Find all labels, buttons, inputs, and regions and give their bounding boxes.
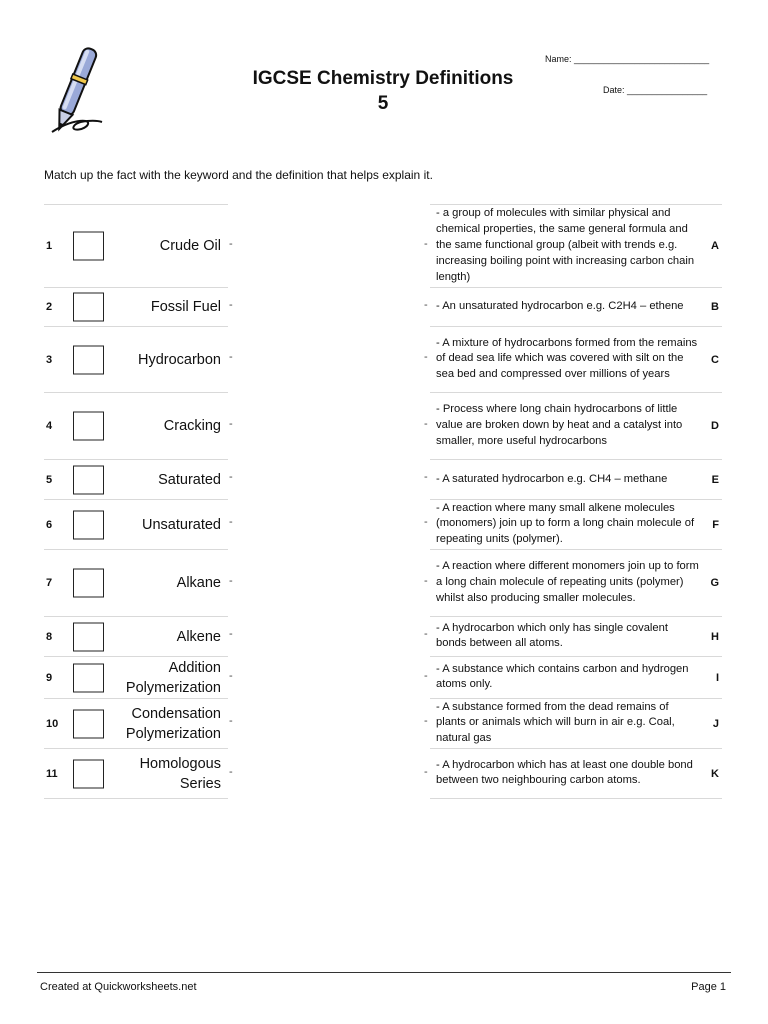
answer-box[interactable] bbox=[73, 412, 104, 441]
definition-text: - A saturated hydrocarbon e.g. CH4 – methane bbox=[436, 472, 668, 485]
definition-text: - A substance which contains carbon and hydrogen atoms only. bbox=[436, 662, 689, 691]
connector-dash: - bbox=[424, 418, 428, 430]
connector-dash: - bbox=[229, 575, 233, 587]
keyword-number: 9 bbox=[46, 671, 53, 684]
connector-dash: - bbox=[229, 299, 233, 311]
keyword-number: 8 bbox=[46, 630, 53, 643]
connector-dash: - bbox=[424, 628, 428, 640]
keyword-number: 7 bbox=[46, 577, 53, 589]
keyword-table bbox=[44, 204, 228, 799]
definition-letter: C bbox=[711, 353, 719, 366]
answer-box[interactable] bbox=[73, 345, 104, 374]
keyword-text: Hydrocarbon bbox=[137, 351, 221, 368]
answer-box[interactable] bbox=[73, 510, 104, 539]
keyword-text: Unsaturated bbox=[142, 516, 221, 533]
keyword-number: 4 bbox=[46, 420, 53, 432]
definition-letter: K bbox=[711, 767, 719, 780]
instructions: Match up the fact with the keyword and the definition that helps explain it. bbox=[44, 168, 433, 182]
keyword-row bbox=[44, 205, 228, 288]
definition-letter: J bbox=[712, 717, 719, 730]
connector-dash: - bbox=[229, 516, 233, 528]
connector-dash: - bbox=[424, 575, 428, 587]
keyword-row bbox=[44, 327, 228, 393]
keyword-row bbox=[44, 288, 228, 327]
pen-logo-icon bbox=[40, 40, 110, 140]
definition-row bbox=[430, 288, 722, 327]
keyword-number: 6 bbox=[46, 518, 53, 531]
definition-text: - Process where long chain hydrocarbons of little value are broken down by heat and a catalyst into smaller, more useful hydrocarbons bbox=[436, 403, 683, 447]
connector-dash: - bbox=[229, 351, 233, 363]
footer-credit: Created at Quickworksheets.net bbox=[40, 981, 197, 993]
keyword-row bbox=[44, 749, 228, 799]
definition-letter: B bbox=[711, 301, 719, 313]
definition-row bbox=[430, 550, 722, 617]
title-line-2: 5 bbox=[377, 93, 389, 114]
connector-dash: - bbox=[424, 351, 428, 363]
definition-row bbox=[430, 500, 722, 550]
connector-dash: - bbox=[424, 471, 428, 483]
definition-text: - a group of molecules with similar physical and chemical properties, the same general formula and the same functional group (albeit with trends e.g. increasing boiling point with increasing carbon chain length) bbox=[436, 207, 695, 283]
keyword-number: 1 bbox=[46, 240, 53, 252]
definition-row bbox=[430, 460, 722, 500]
definition-text: - A hydrocarbon which has at least one double bond between two neighbouring carbon atoms. bbox=[436, 758, 693, 787]
answer-box[interactable] bbox=[73, 293, 104, 322]
answer-box[interactable] bbox=[73, 759, 104, 788]
answer-box[interactable] bbox=[73, 232, 104, 261]
name-field: Name: ___________________________ bbox=[545, 54, 710, 64]
keyword-text: Cracking bbox=[163, 418, 221, 434]
keyword-text: Alkane bbox=[176, 575, 221, 591]
page-title bbox=[216, 66, 550, 116]
answer-box[interactable] bbox=[73, 622, 104, 651]
keyword-number: 10 bbox=[46, 717, 59, 730]
keyword-text: Saturated bbox=[158, 471, 221, 488]
definition-letter: F bbox=[712, 518, 719, 531]
answer-box[interactable] bbox=[73, 709, 104, 738]
keyword-text: Homologous Series bbox=[139, 755, 221, 792]
footer-divider bbox=[37, 972, 731, 973]
connector-dash: - bbox=[424, 766, 428, 778]
keyword-text: Condensation Polymerization bbox=[125, 705, 221, 742]
definition-table bbox=[430, 204, 722, 799]
title-line-1: IGCSE Chemistry Definitions bbox=[252, 68, 514, 89]
connector-dash: - bbox=[229, 715, 233, 727]
definition-row bbox=[430, 749, 722, 799]
definition-row bbox=[430, 205, 722, 288]
answer-box[interactable] bbox=[73, 569, 104, 598]
keyword-number: 2 bbox=[46, 301, 53, 313]
definition-letter: H bbox=[711, 630, 719, 643]
definition-text: - A substance formed from the dead remains of plants or animals which will burn in air e.g. Coal, natural gas bbox=[436, 700, 675, 745]
keyword-text: Fossil Fuel bbox=[150, 299, 221, 315]
definition-text: - A reaction where many small alkene molecules (monomers) join up to form a long chain molecule of repeating units (polymer). bbox=[436, 501, 695, 546]
definition-row bbox=[430, 327, 722, 393]
keyword-number: 3 bbox=[46, 353, 53, 366]
connector-dash: - bbox=[424, 715, 428, 727]
keyword-number: 5 bbox=[46, 473, 53, 486]
keyword-number: 11 bbox=[46, 767, 58, 780]
connector-dash: - bbox=[229, 471, 233, 483]
keyword-text: Alkene bbox=[176, 628, 221, 645]
page-number: Page 1 bbox=[691, 981, 726, 993]
definition-row bbox=[430, 393, 722, 460]
definition-row bbox=[430, 617, 722, 657]
definition-text: - A hydrocarbon which only has single covalent bonds between all atoms. bbox=[436, 621, 668, 650]
keyword-row bbox=[44, 699, 228, 749]
connector-dash: - bbox=[229, 766, 233, 778]
keyword-row bbox=[44, 657, 228, 699]
answer-box[interactable] bbox=[73, 663, 104, 692]
definition-text: - An unsaturated hydrocarbon e.g. C2H4 – ethene bbox=[436, 300, 684, 313]
definition-text: - A reaction where different monomers join up to form a long chain molecule of repeating units (polymer) whilst also producing smaller molecules. bbox=[436, 560, 699, 604]
definition-row bbox=[430, 699, 722, 749]
definition-text: - A mixture of hydrocarbons formed from the remains of dead sea life which was covered with silt on the sea bed and compressed over millions of years bbox=[436, 336, 698, 381]
connector-dash: - bbox=[229, 628, 233, 640]
definition-letter: G bbox=[710, 577, 719, 589]
keyword-text: Crude Oil bbox=[159, 238, 221, 254]
definition-letter: I bbox=[715, 671, 719, 684]
definition-row bbox=[430, 657, 722, 699]
connector-dash: - bbox=[229, 238, 233, 250]
date-field: Date: ________________ bbox=[603, 85, 708, 95]
connector-dash: - bbox=[424, 238, 428, 250]
connector-dash: - bbox=[229, 670, 233, 682]
keyword-row bbox=[44, 393, 228, 460]
keyword-text: Addition Polymerization bbox=[125, 659, 221, 696]
definition-letter: E bbox=[711, 473, 719, 486]
definition-letter: D bbox=[711, 420, 719, 432]
connector-dash: - bbox=[229, 418, 233, 430]
connector-dash: - bbox=[424, 299, 428, 311]
connector-dash: - bbox=[424, 516, 428, 528]
keyword-row bbox=[44, 617, 228, 657]
definition-letter: A bbox=[711, 240, 719, 252]
connector-dash: - bbox=[424, 670, 428, 682]
keyword-row bbox=[44, 500, 228, 550]
keyword-row bbox=[44, 460, 228, 500]
answer-box[interactable] bbox=[73, 465, 104, 494]
keyword-row bbox=[44, 550, 228, 617]
